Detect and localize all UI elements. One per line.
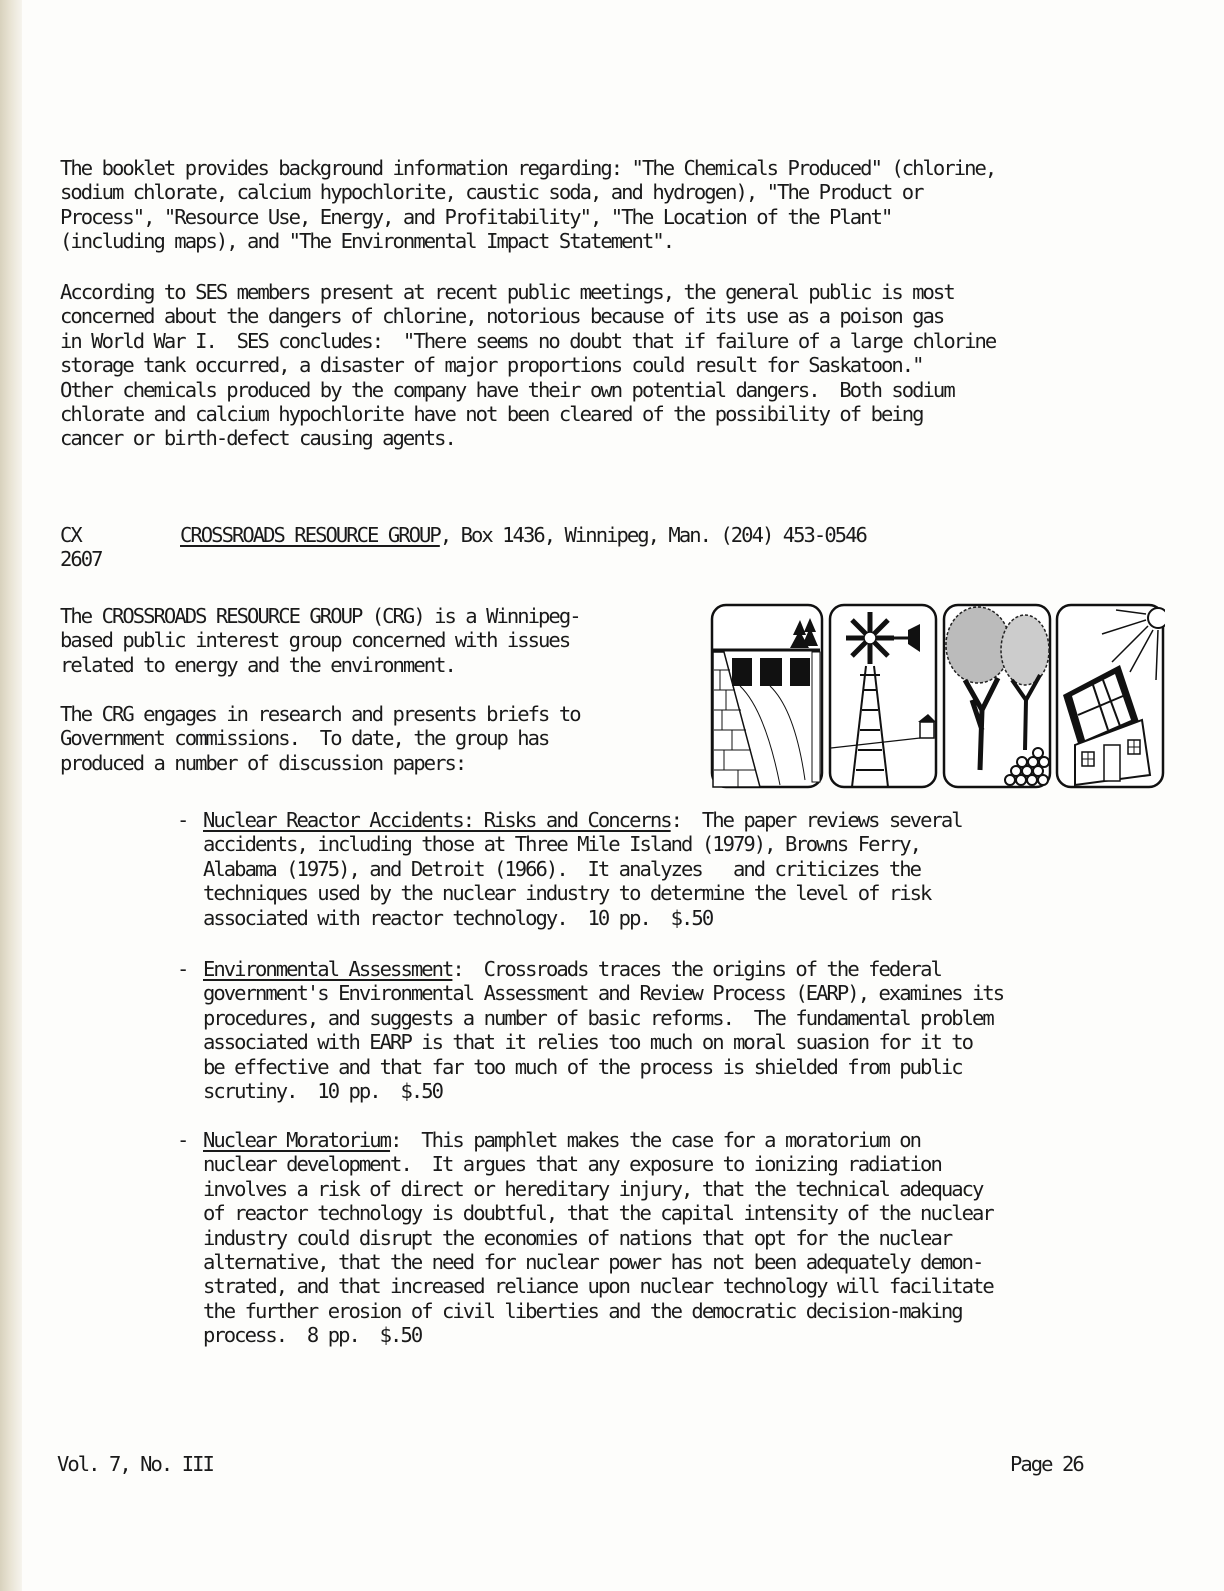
text-line: procedures, and suggests a number of basic reforms. The fundamental problem	[203, 1005, 993, 1030]
org-name: CROSSROADS RESOURCE GROUP	[180, 523, 440, 547]
text-line: related to energy and the environment.	[60, 652, 455, 677]
text-line: (including maps), and "The Environmental Impact Statement".	[60, 229, 674, 254]
bullet-dash: -	[177, 808, 188, 832]
hydro-dam-icon	[712, 605, 822, 787]
text-line: alternative, that the need for nuclear power has not been adequately demon-	[203, 1250, 983, 1275]
text-line: According to SES members present at recent public meetings, the general public is most	[60, 280, 954, 304]
paper-title: Nuclear Moratorium	[203, 1128, 391, 1152]
text-line: Alabama (1975), and Detroit (1966). It analyzes and criticizes the	[203, 856, 921, 881]
entry-description-2	[60, 702, 580, 775]
trees-firewood-icon	[944, 605, 1050, 787]
text-line: cancer or birth-defect causing agents.	[60, 426, 455, 451]
paper-item	[177, 808, 962, 930]
intro-paragraph-2	[60, 280, 995, 451]
text-line: of reactor technology is doubtful, that the capital intensity of the nuclear	[203, 1201, 993, 1226]
paper-item	[177, 957, 1004, 1104]
entry-code-line-1: CX	[60, 523, 81, 547]
text-line: in World War I. SES concludes: "There seems no doubt that if failure of a large chlorine	[60, 328, 996, 353]
text-line: The CROSSROADS RESOURCE GROUP (CRG) is a Winnipeg-	[60, 604, 580, 628]
text-line: sodium chlorate, calcium hypochlorite, caustic soda, and hydrogen), "The Product or	[60, 180, 923, 205]
page-edge-shadow	[0, 0, 22, 1591]
text-line: chlorate and calcium hypochlorite have not been cleared of the possibility of being	[60, 402, 923, 427]
text-line: techniques used by the nuclear industry to determine the level of risk	[203, 881, 931, 906]
text-line: nuclear development. It argues that any exposure to ionizing radiation	[203, 1152, 941, 1177]
paper-title: Environmental Assessment	[203, 957, 453, 981]
text-line: storage tank occurred, a disaster of major proportions could result for Saskatoon."	[60, 353, 923, 378]
text-line: associated with EARP is that it relies too much on moral suasion for it to	[203, 1030, 973, 1055]
text-line: produced a number of discussion papers:	[60, 750, 466, 775]
text-line: associated with reactor technology. 10 pp. $.50	[203, 905, 713, 930]
text-line: : The paper reviews several	[670, 808, 962, 832]
entry-code	[60, 523, 102, 572]
paper-first-line	[203, 957, 1003, 981]
intro-paragraph-1	[60, 156, 995, 254]
text-line: Process", "Resource Use, Energy, and Profitability", "The Location of the Plant"	[60, 204, 892, 229]
text-line: : Crossroads traces the origins of the federal	[452, 957, 941, 981]
paper-title: Nuclear Reactor Accidents: Risks and Concerns	[203, 808, 671, 832]
text-line: strated, and that increased reliance upon nuclear technology will facilitate	[203, 1274, 993, 1299]
org-details: , Box 1436, Winnipeg, Man. (204) 453-0546	[439, 523, 866, 547]
bullet-dash: -	[177, 1128, 188, 1152]
text-line: concerned about the dangers of chlorine, notorious because of its use as a poison gas	[60, 304, 944, 329]
text-line: based public interest group concerned with issues	[60, 628, 570, 653]
text-line: Other chemicals produced by the company have their own potential dangers. Both sodium	[60, 377, 954, 402]
text-line: government's Environmental Assessment and Review Process (EARP), examines its	[203, 981, 1004, 1006]
entry-description-1	[60, 604, 580, 677]
paper-first-line	[203, 808, 962, 832]
footer-page-number: Page 26	[1010, 1452, 1083, 1476]
solar-house-icon	[1057, 605, 1165, 787]
text-line: be effective and that far too much of the process is shielded from public	[203, 1054, 962, 1079]
text-line: scrutiny. 10 pp. $.50	[203, 1079, 443, 1104]
windmill-icon	[830, 605, 936, 787]
paper-first-line	[203, 1128, 993, 1152]
text-line: the further erosion of civil liberties and the democratic decision-making	[203, 1298, 962, 1323]
entry-heading	[180, 523, 866, 547]
text-line: : This pamphlet makes the case for a moratorium on	[390, 1128, 921, 1152]
energy-illustration	[710, 600, 1165, 800]
entry-code-line-2: 2607	[60, 547, 102, 572]
text-line: industry could disrupt the economies of nations that opt for the nuclear	[203, 1225, 952, 1250]
text-line: The booklet provides background information regarding: "The Chemicals Produced" (chlorine,	[60, 156, 996, 180]
text-line: accidents, including those at Three Mile Island (1979), Browns Ferry,	[203, 832, 921, 857]
text-line: process. 8 pp. $.50	[203, 1323, 422, 1348]
text-line: Government commissions. To date, the group has	[60, 726, 549, 751]
text-line: involves a risk of direct or hereditary injury, that the technical adequacy	[203, 1176, 983, 1201]
bullet-dash: -	[177, 957, 188, 981]
paper-item	[177, 1128, 993, 1348]
footer-volume: Vol. 7, No. III	[57, 1452, 213, 1476]
text-line: The CRG engages in research and presents briefs to	[60, 702, 580, 726]
